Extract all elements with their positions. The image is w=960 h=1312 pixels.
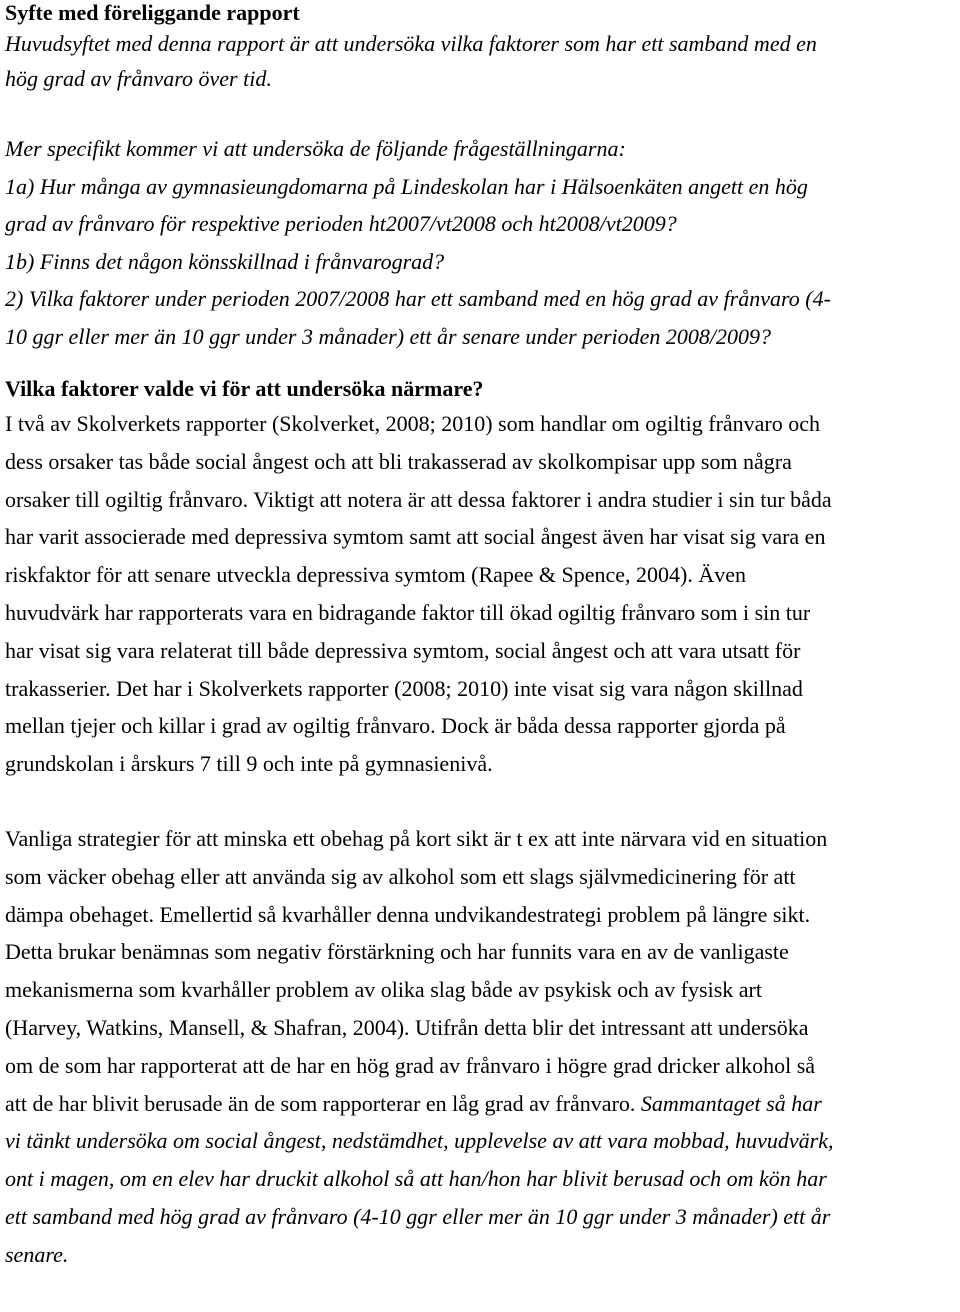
text-line: Vanliga strategier för att minska ett obehag på kort sikt är t ex att inte närvara vid en situation	[5, 825, 828, 851]
lead-line: Huvudsyftet med denna rapport är att undersöka vilka faktorer som har ett samband med en	[5, 31, 817, 56]
question-line: grad av frånvaro för respektive perioden ht2007/vt2008 och ht2008/vt2009?	[5, 211, 677, 236]
research-questions	[5, 130, 960, 355]
text-segment: att de har blivit berusade än de som rapporterar en låg grad av frånvaro.	[5, 1090, 641, 1116]
lead-line: hög grad av frånvaro över tid.	[5, 66, 272, 91]
question-line: 1b) Finns det någon könsskillnad i frånvarograd?	[5, 248, 445, 274]
text-line: Detta brukar benämnas som negativ förstärkning och har funnits vara en av de vanligaste	[5, 939, 789, 965]
question-line: 2) Vilka faktorer under perioden 2007/2008 har ett samband med en hög grad av frånvaro (4-	[5, 286, 831, 311]
lead-paragraph	[5, 26, 960, 96]
text-line: dess orsaker tas både social ångest och att bli trakasserad av skolkompisar upp som några	[5, 448, 792, 474]
question-line: Mer specifikt kommer vi att undersöka de följande frågeställningarna:	[5, 136, 626, 161]
question-line: 1a) Hur många av gymnasieungdomarna på Lindeskolan har i Hälsoenkäten angett en hög	[5, 173, 808, 199]
text-line: mekanismerna som kvarhåller problem av olika slag både av psykisk och av fysisk art	[5, 977, 762, 1003]
text-line: som väcker obehag eller att använda sig av alkohol som ett slags självmedicinering för att	[5, 863, 796, 889]
body-paragraph	[5, 820, 960, 1274]
text-line-italic: ett samband med hög grad av frånvaro (4-10 ggr eller mer än 10 ggr under 3 månader) ett år	[5, 1203, 831, 1229]
text-line: I två av Skolverkets rapporter (Skolverket, 2008; 2010) som handlar om ogiltig frånvaro och	[5, 411, 821, 436]
text-line	[5, 1085, 960, 1123]
text-line: riskfaktor för att senare utveckla depressiva symtom (Rapee & Spence, 2004). Även	[5, 562, 747, 588]
text-line: om de som har rapporterat att de har en hög grad av frånvaro i högre grad dricker alkohol så	[5, 1052, 816, 1078]
text-segment-italic: Sammantaget så har	[640, 1090, 822, 1116]
body-paragraph	[5, 405, 960, 783]
text-line-italic: vi tänkt undersöka om social ångest, nedstämdhet, upplevelse av att vara mobbad, huvudvärk,	[5, 1128, 834, 1154]
text-line: dämpa obehaget. Emellertid så kvarhåller denna undvikandestrategi problem på längre sikt.	[5, 901, 811, 927]
text-line: trakasserier. Det har i Skolverkets rapporter (2008; 2010) inte visat sig vara någon skillnad	[5, 675, 803, 701]
text-line: har visat sig vara relaterat till både depressiva symtom, social ångest och att vara utsatt för	[5, 637, 801, 663]
text-line: mellan tjejer och killar i grad av ogiltig frånvaro. Dock är båda dessa rapporter gjorda på	[5, 713, 786, 739]
document-page	[5, 0, 960, 1274]
text-line-italic: ont i magen, om en elev har druckit alkohol så att han/hon har blivit berusad och om kön har	[5, 1166, 827, 1192]
page-title: Syfte med föreliggande rapport	[5, 0, 300, 25]
text-line: huvudvärk har rapporterats vara en bidragande faktor till ökad ogiltig frånvaro som i sin tur	[5, 599, 811, 625]
question-line: 10 ggr eller mer än 10 ggr under 3 månader) ett år senare under perioden 2008/2009?	[5, 323, 772, 349]
text-line: (Harvey, Watkins, Mansell, & Shafran, 2004). Utifrån detta blir det intressant att undersöka	[5, 1014, 809, 1040]
text-line: orsaker till ogiltig frånvaro. Viktigt att notera är att dessa faktorer i andra studier i sin tur båda	[5, 486, 832, 512]
section-heading: Vilka faktorer valde vi för att undersöka närmare?	[5, 376, 484, 401]
text-line-italic: senare.	[5, 1241, 69, 1267]
text-line: grundskolan i årskurs 7 till 9 och inte på gymnasienivå.	[5, 751, 493, 777]
text-line: har varit associerade med depressiva symtom samt att social ångest även har visat sig vara en	[5, 524, 826, 550]
